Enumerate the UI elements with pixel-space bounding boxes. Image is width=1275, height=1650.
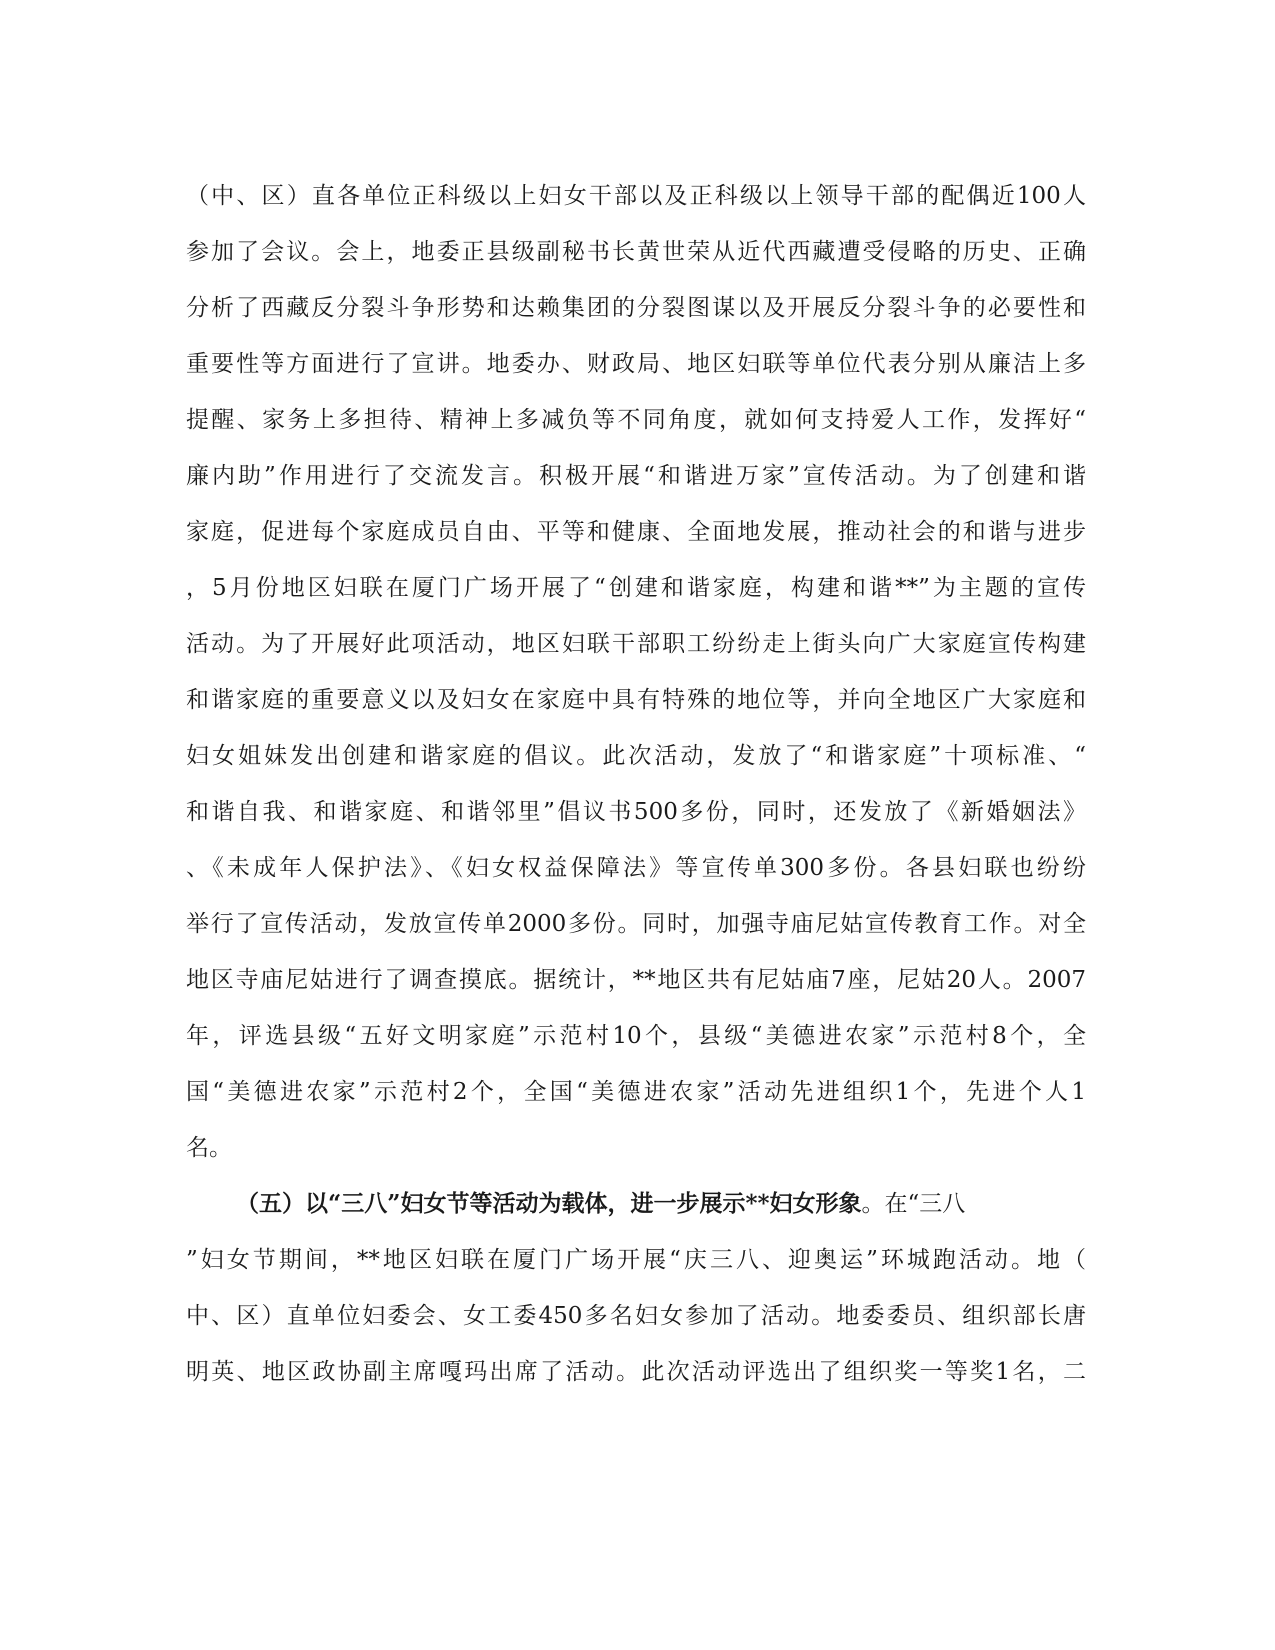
- text-line: 和谐自我、和谐家庭、和谐邻里”倡议书500多份，同时，还发放了《新婚姻法》: [186, 799, 1086, 825]
- paragraph-2: [186, 1176, 1086, 1400]
- heading-line-rest: 。在“三八: [861, 1191, 966, 1217]
- text-line: 地区寺庙尼姑进行了调查摸底。据统计，**地区共有尼姑庙7座，尼姑20人。2007: [186, 967, 1086, 993]
- text-line: 明英、地区政协副主席嘎玛出席了活动。此次活动评选出了组织奖一等奖1名，二: [186, 1359, 1086, 1385]
- text-line: 参加了会议。会上，地委正县级副秘书长黄世荣从近代西藏遭受侵略的历史、正确: [186, 239, 1086, 265]
- text-line: 年，评选县级“五好文明家庭”示范村10个，县级“美德进农家”示范村8个，全: [186, 1023, 1086, 1049]
- text-line: 廉内助”作用进行了交流发言。积极开展“和谐进万家”宣传活动。为了创建和谐: [186, 463, 1086, 489]
- section-heading-line: [186, 1176, 1086, 1232]
- text-line: 妇女姐妹发出创建和谐家庭的倡议。此次活动，发放了“和谐家庭”十项标准、“: [186, 743, 1086, 769]
- text-line: 举行了宣传活动，发放宣传单2000多份。同时，加强寺庙尼姑宣传教育工作。对全: [186, 911, 1086, 937]
- text-line: 、《未成年人保护法》、《妇女权益保障法》等宣传单300多份。各县妇联也纷纷: [186, 855, 1086, 881]
- section-heading: （五）以“三八”妇女节等活动为载体，进一步展示**妇女形象: [236, 1190, 862, 1217]
- text-line: 家庭，促进每个家庭成员自由、平等和健康、全面地发展，推动社会的和谐与进步: [186, 519, 1086, 545]
- text-line: 和谐家庭的重要意义以及妇女在家庭中具有特殊的地位等，并向全地区广大家庭和: [186, 687, 1086, 713]
- text-line: 重要性等方面进行了宣讲。地委办、财政局、地区妇联等单位代表分别从廉洁上多: [186, 351, 1086, 377]
- text-line: 名。: [186, 1135, 232, 1161]
- text-line: 国“美德进农家”示范村2个，全国“美德进农家”活动先进组织1个，先进个人1: [186, 1079, 1086, 1105]
- paragraph-1: [186, 168, 1086, 1176]
- text-line: 活动。为了开展好此项活动，地区妇联干部职工纷纷走上街头向广大家庭宣传构建: [186, 631, 1086, 657]
- text-line: 分析了西藏反分裂斗争形势和达赖集团的分裂图谋以及开展反分裂斗争的必要性和: [186, 295, 1086, 321]
- document-body: [186, 168, 1086, 1400]
- text-line: （中、区）直各单位正科级以上妇女干部以及正科级以上领导干部的配偶近100人: [186, 183, 1086, 209]
- text-line: 中、区）直单位妇委会、女工委450多名妇女参加了活动。地委委员、组织部长唐: [186, 1303, 1086, 1329]
- text-line: ”妇女节期间，**地区妇联在厦门广场开展“庆三八、迎奥运”环城跑活动。地（: [186, 1247, 1086, 1273]
- text-line: 提醒、家务上多担待、精神上多减负等不同角度，就如何支持爱人工作，发挥好“: [186, 407, 1086, 433]
- text-line: ，5月份地区妇联在厦门广场开展了“创建和谐家庭，构建和谐**”为主题的宣传: [186, 575, 1086, 601]
